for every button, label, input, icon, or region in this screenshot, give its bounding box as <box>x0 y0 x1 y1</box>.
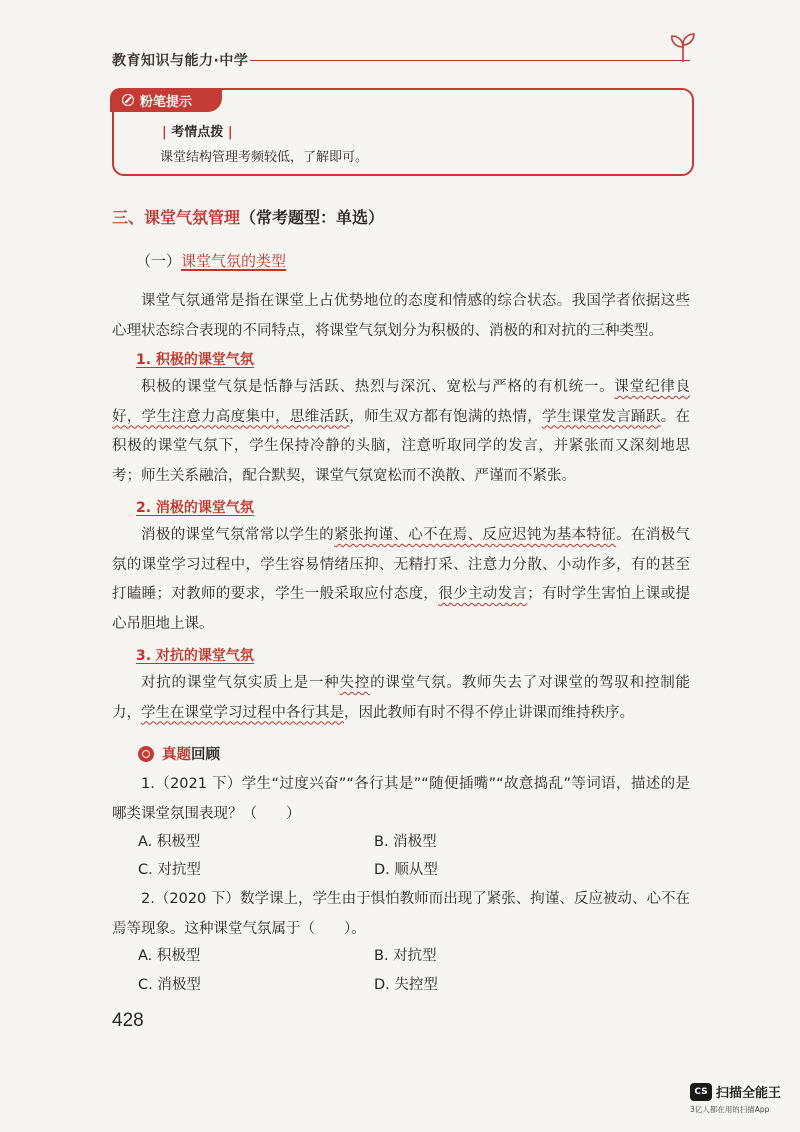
section-title-note: （常考题型：单选） <box>240 208 385 227</box>
emphasis-text: 很少主动发言 <box>438 586 528 602</box>
q2-option-a: A. 积极型 <box>138 948 201 964</box>
question-1: 1.（2021 下）学生“过度兴奋”“各行其是”“随便插嘴”“故意捣乱”等词语，描述的是哪类课堂氛围表现？（ ） <box>112 776 690 822</box>
section-heading <box>112 205 384 228</box>
heading-negative: 2. 消极的课堂气氛 <box>136 500 254 516</box>
q2-option-d: D. 失控型 <box>374 977 438 993</box>
q2-option-c: C. 消极型 <box>138 977 201 993</box>
q1-option-c: C. 对抗型 <box>138 862 201 878</box>
q1-option-b: B. 消极型 <box>374 834 437 850</box>
subsection-title: 课堂气氛的类型 <box>181 252 287 270</box>
emphasis-text: 课堂纪律良好，学生注意力高度集中，思维活跃 <box>112 379 691 425</box>
heading-antagonistic: 3. 对抗的课堂气氛 <box>136 648 254 664</box>
tip-body: 课堂结构管理考频较低，了解即可。 <box>160 150 369 165</box>
emphasis-text: 学生课堂发言踊跃 <box>542 408 661 425</box>
watermark-name: 扫描全能王 <box>716 1086 782 1101</box>
scanner-watermark <box>690 1082 781 1101</box>
no-entry-icon <box>122 94 134 106</box>
tip-tab <box>110 88 222 112</box>
review-icon <box>138 746 154 762</box>
emphasis-text: 学生在课堂学习过程中各行其是 <box>141 704 344 721</box>
q1-option-a: A. 积极型 <box>138 834 201 850</box>
paragraph-positive: 积极的课堂气氛是恬静与活跃、热烈与深沉、宽松与严格的有机统一。课堂纪律良好，学生注意力高度集中，思维活跃，师生双方都有饱满的热情，学生课堂发言踊跃。在积极的课堂气氛下，学生保持冷静的头脑，注意听取同学的发言，并紧张而又深刻地思考；师生关系融洽，配合默契，课堂气氛宽松而不涣散、严谨而不紧张。 <box>112 379 691 484</box>
header-rule <box>250 60 690 61</box>
section-title: 三、课堂气氛管理 <box>112 208 241 227</box>
camscanner-logo-icon: CS <box>690 1083 712 1101</box>
subsection-heading: （一）课堂气氛的类型 <box>136 252 287 270</box>
emphasis-text: 失控 <box>339 675 371 691</box>
sprout-icon <box>666 30 700 64</box>
running-header-title: 教育知识与能力·中学 <box>112 53 249 69</box>
heading-positive: 1. 积极的课堂气氛 <box>136 352 254 368</box>
q1-option-d: D. 顺从型 <box>374 862 438 878</box>
page-number: 428 <box>112 1010 144 1031</box>
paragraph-antagonistic: 对抗的课堂气氛实质上是一种失控的课堂气氛。教师失去了对课堂的驾驭和控制能力，学生在课堂学习过程中各行其是，因此教师有时不得不停止讲课而维持秩序。 <box>112 675 691 721</box>
emphasis-text: 紧张拘谨、心不在焉、反应迟钝为基本特征 <box>334 527 617 543</box>
question-2: 2.（2020 下）数学课上，学生由于惧怕教师而出现了紧张、拘谨、反应被动、心不在焉等现象。这种课堂气氛属于（ ）。 <box>112 891 690 937</box>
intro-paragraph: 课堂气氛通常是指在课堂上占优势地位的态度和情感的综合状态。我国学者依据这些心理状态综合表现的不同特点，将课堂气氛划分为积极的、消极的和对抗的三种类型。 <box>112 293 690 339</box>
paragraph-negative: 消极的课堂气氛常常以学生的紧张拘谨、心不在焉、反应迟钝为基本特征。在消极气氛的课堂学习过程中，学生容易情绪压抑、无精打采、注意力分散、小动作多，有的甚至打瞌睡；对教师的要求，学生一般采取应付态度，很少主动发言；有时学生害怕上课或提心吊胆地上课。 <box>112 527 691 632</box>
tip-tab-label: 粉笔提示 <box>140 94 193 110</box>
watermark-tagline: 3亿人都在用的扫描App <box>690 1105 770 1114</box>
q2-option-b: B. 对抗型 <box>374 948 437 964</box>
tip-subheading-text: 考情点拨 <box>171 125 224 140</box>
review-heading: 真题 回顾 <box>138 743 220 764</box>
tip-subheading: | 考情点拨 | <box>162 125 233 140</box>
